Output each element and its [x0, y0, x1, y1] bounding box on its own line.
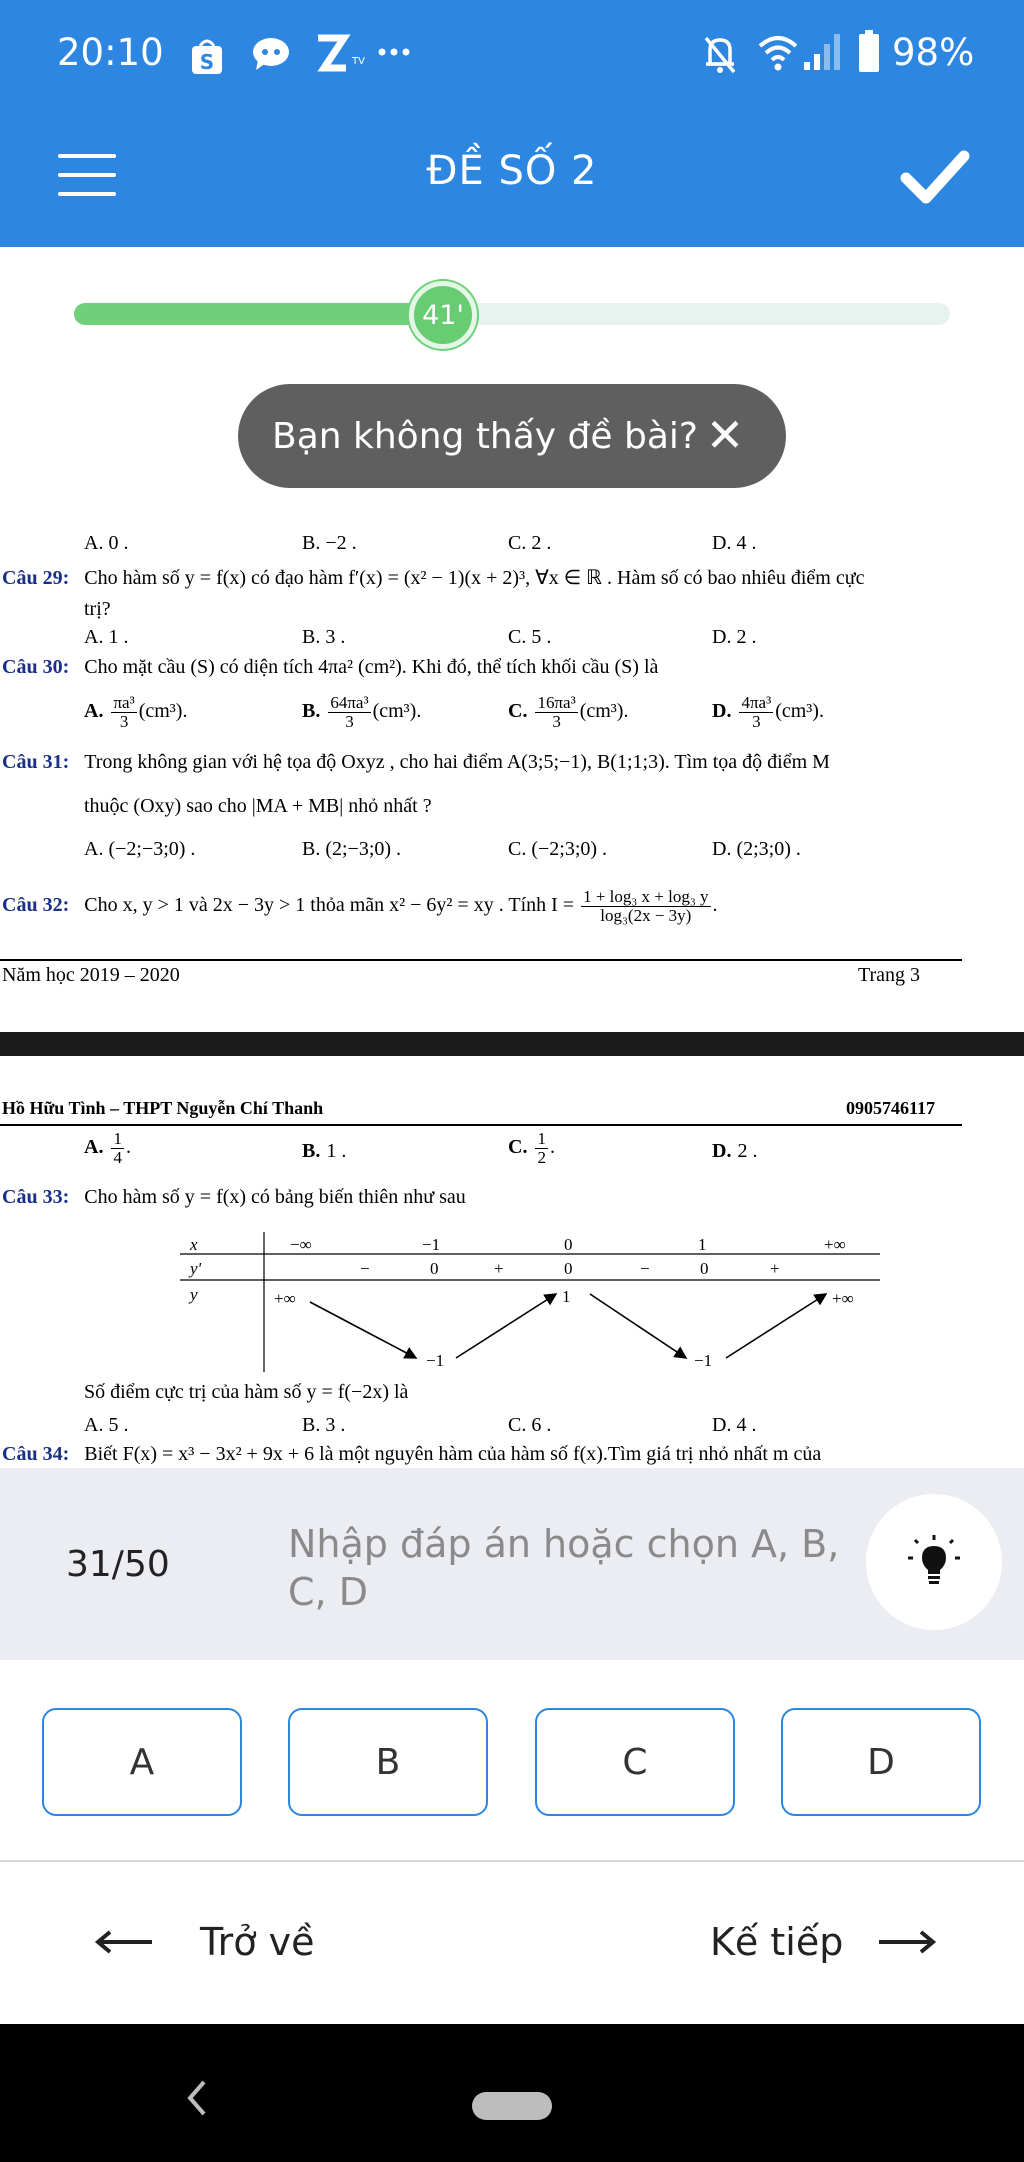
question-30: [2, 656, 658, 679]
yprime-sign: 0: [430, 1259, 439, 1278]
divider: [0, 1860, 1024, 1862]
y-value: +∞: [274, 1289, 296, 1308]
option-fraction: [535, 1130, 548, 1167]
arrow-right-icon: [877, 1930, 937, 1954]
question-text: Trong không gian với hệ tọa độ Oxyz , cho hai điểm A(3;5;−1), B(1;1;3). Tìm tọa độ điểm M: [84, 751, 830, 773]
fraction-denominator: 3: [752, 712, 761, 731]
option-letter: A.: [84, 700, 104, 723]
option-unit: (cm³).: [775, 700, 824, 723]
question-29: [2, 565, 864, 590]
s-app-icon: [190, 36, 224, 76]
q32-option-a: [84, 1130, 131, 1167]
question-label: Câu 31:: [2, 751, 70, 773]
y-value: −1: [694, 1351, 713, 1370]
arrow-left-icon: [94, 1930, 154, 1954]
page-header-rule: [0, 1124, 962, 1126]
page-separator: [0, 1032, 1024, 1056]
question-text-cont: trị?: [84, 598, 111, 620]
q33-question: Số điểm cực trị của hàm số y = f(−2x) là: [84, 1381, 409, 1403]
yprime-sign: −: [360, 1259, 370, 1278]
back-label: Trở về: [200, 1920, 315, 1964]
row-label-y: y: [190, 1285, 198, 1304]
footer-school-year: Năm học 2019 – 2020: [2, 964, 180, 986]
yprime-sign: 0: [564, 1259, 573, 1278]
more-dots-icon: [376, 40, 412, 64]
x-value: −1: [422, 1235, 441, 1254]
fraction-denominator: 4: [113, 1148, 122, 1167]
option-fraction: [111, 694, 136, 731]
fraction-numerator: 1: [537, 1129, 546, 1148]
yprime-sign: 0: [700, 1259, 709, 1278]
status-time: 20:10: [57, 31, 164, 74]
question-32: [2, 888, 718, 925]
fraction-numerator: 64πa³: [330, 693, 369, 712]
question-34: [2, 1443, 821, 1466]
question-text-cont: thuộc (Oxy) sao cho |MA + MB| nhỏ nhất ?: [84, 795, 432, 817]
q28-option-b: B. −2 .: [302, 532, 357, 554]
fraction-denominator: 3: [552, 712, 561, 731]
increase-arrow: [726, 1294, 826, 1358]
q29-option-a: A. 1 .: [84, 626, 129, 648]
bell-off-icon: [700, 32, 740, 76]
q30-option-a: [84, 694, 187, 731]
question-label: Câu 33:: [2, 1186, 70, 1208]
q33-option-c: C. 6 .: [508, 1414, 552, 1436]
toast-message: Bạn không thấy đề bài?: [272, 415, 699, 457]
x-value: 0: [564, 1235, 573, 1254]
q29-option-d: D. 2 .: [712, 626, 757, 648]
option-unit: (cm³).: [138, 700, 188, 723]
next-button[interactable]: [710, 1912, 937, 1972]
svg-text:TV: TV: [352, 56, 365, 67]
row-label-yprime: y': [190, 1259, 202, 1278]
option-letter: A.: [84, 1136, 104, 1159]
y-value: −1: [426, 1351, 445, 1370]
progress-fill: [74, 303, 433, 325]
header-author: Hồ Hữu Tình – THPT Nguyễn Chí Thanh: [2, 1098, 324, 1118]
chat-bubble-icon: [248, 34, 294, 74]
q30-option-c: [508, 694, 628, 731]
option-letter: C.: [508, 700, 528, 723]
svg-text:S: S: [199, 50, 215, 74]
zing-tv-icon: [314, 32, 365, 76]
close-icon[interactable]: ✕: [705, 408, 745, 462]
period: .: [125, 1136, 131, 1159]
fraction-numerator: 16πa³: [537, 693, 576, 712]
question-text: Cho hàm số y = f(x) có đạo hàm f′(x) = (x² − 1)(x + 2)³, ∀x ∈ ℝ . Hàm số có bao nhiêu điểm cực: [84, 567, 865, 589]
fraction-numerator: 1 + log₃ x + log₃ y: [583, 887, 709, 906]
question-label: Câu 32:: [2, 894, 70, 917]
row-label-x: x: [190, 1235, 198, 1254]
option-letter: D.: [712, 1140, 732, 1162]
fraction-numerator: πa³: [113, 693, 135, 712]
q31-option-a: A. (−2;−3;0) .: [84, 838, 196, 860]
choice-a-button[interactable]: A: [42, 1708, 242, 1816]
system-back-icon[interactable]: [182, 2078, 212, 2118]
question-33: [2, 1186, 466, 1209]
decrease-arrow: [590, 1294, 686, 1358]
battery-icon: [858, 30, 880, 74]
question-text: Cho hàm số y = f(x) có bảng biến thiên như sau: [84, 1186, 466, 1208]
question-counter: 31/50: [66, 1544, 170, 1585]
q30-option-d: [712, 694, 824, 731]
q33-option-d: D. 4 .: [712, 1414, 757, 1436]
q32-option-b: [302, 1140, 346, 1163]
q28-option-a: A. 0 .: [84, 532, 129, 554]
question-fraction: [581, 888, 710, 925]
fraction-numerator: 4πa³: [741, 693, 772, 712]
page-title: ĐỀ SỐ 2: [426, 148, 598, 194]
q33-option-a: A. 5 .: [84, 1414, 129, 1436]
signal-icon: [802, 32, 846, 72]
battery-percent: 98%: [892, 31, 975, 74]
fraction-denominator: log₃(2x − 3y): [600, 906, 692, 925]
option-value: 1 .: [326, 1140, 347, 1162]
option-fraction: [111, 1130, 124, 1167]
app-header: [0, 0, 1024, 247]
next-label: Kế tiếp: [710, 1920, 844, 1964]
option-letter: B.: [302, 700, 321, 723]
x-value: −∞: [290, 1235, 312, 1254]
q32-option-c: [508, 1130, 555, 1167]
header-phone: 0905746117: [846, 1098, 936, 1118]
fraction-denominator: 3: [119, 712, 129, 731]
q31-option-b: B. (2;−3;0) .: [302, 838, 402, 860]
answer-input[interactable]: Nhập đáp án hoặc chọn A, B, C, D: [288, 1522, 840, 1614]
choice-b-button[interactable]: B: [288, 1708, 488, 1816]
question-31: [2, 751, 830, 774]
decrease-arrow: [310, 1302, 416, 1358]
page-footer-rule: [0, 959, 962, 961]
q32-option-d: [712, 1140, 757, 1163]
q29-option-b: B. 3 .: [302, 626, 346, 648]
question-label: Câu 30:: [2, 656, 70, 678]
exam-page: [0, 488, 1024, 1468]
option-fraction: [535, 694, 577, 731]
q30-option-b: [302, 694, 421, 731]
y-value: 1: [562, 1287, 571, 1306]
answer-panel: [0, 1468, 1024, 1660]
yprime-sign: +: [770, 1259, 780, 1278]
q33-option-b: B. 3 .: [302, 1414, 346, 1436]
increase-arrow: [456, 1294, 556, 1358]
wifi-icon: [756, 32, 800, 72]
choice-c-button[interactable]: C: [535, 1708, 735, 1816]
option-letter: B.: [302, 1140, 321, 1162]
yprime-sign: +: [494, 1259, 504, 1278]
missing-question-toast[interactable]: [238, 384, 786, 488]
x-value: +∞: [824, 1235, 846, 1254]
choice-d-button[interactable]: D: [781, 1708, 981, 1816]
back-button[interactable]: [94, 1912, 314, 1972]
question-text: Cho x, y > 1 và 2x − 3y > 1 thỏa mãn x² − 6y² = xy . Tính I =: [84, 894, 575, 917]
timer-knob: 41': [409, 281, 477, 349]
q28-option-d: D. 4 .: [712, 532, 757, 554]
question-text: Biết F(x) = x³ − 3x² + 9x + 6 là một nguyên hàm của hàm số f(x).Tìm giá trị nhỏ nhất m của: [84, 1443, 822, 1465]
fraction-denominator: 2: [537, 1148, 546, 1167]
lightbulb-icon[interactable]: [866, 1494, 1002, 1630]
question-label: Câu 34:: [2, 1443, 70, 1465]
variation-table: [160, 1232, 890, 1372]
option-fraction: [328, 694, 370, 731]
y-value: +∞: [832, 1289, 854, 1308]
q29-option-c: C. 5 .: [508, 626, 552, 648]
x-value: 1: [698, 1235, 707, 1254]
check-icon[interactable]: [900, 148, 970, 204]
q31-option-d: D. (2;3;0) .: [712, 838, 801, 860]
question-label: Câu 29:: [2, 567, 70, 589]
yprime-sign: −: [640, 1259, 650, 1278]
option-value: 2 .: [737, 1140, 758, 1162]
option-letter: D.: [712, 700, 732, 723]
system-navigation-bar: [0, 2024, 1024, 2162]
fraction-denominator: 3: [345, 712, 354, 731]
option-unit: (cm³).: [372, 700, 422, 723]
option-letter: C.: [508, 1136, 528, 1159]
q28-option-c: C. 2 .: [508, 532, 552, 554]
option-unit: (cm³).: [579, 700, 629, 723]
q31-option-c: C. (−2;3;0) .: [508, 838, 608, 860]
footer-page-number: Trang 3: [858, 964, 921, 986]
fraction-numerator: 1: [113, 1129, 122, 1148]
question-text: Cho mặt cầu (S) có diện tích 4πa² (cm²). Khi đó, thể tích khối cầu (S) là: [84, 656, 659, 678]
option-fraction: [739, 694, 773, 731]
period: .: [549, 1136, 555, 1159]
system-home-pill[interactable]: [472, 2092, 552, 2120]
period: .: [712, 894, 718, 917]
